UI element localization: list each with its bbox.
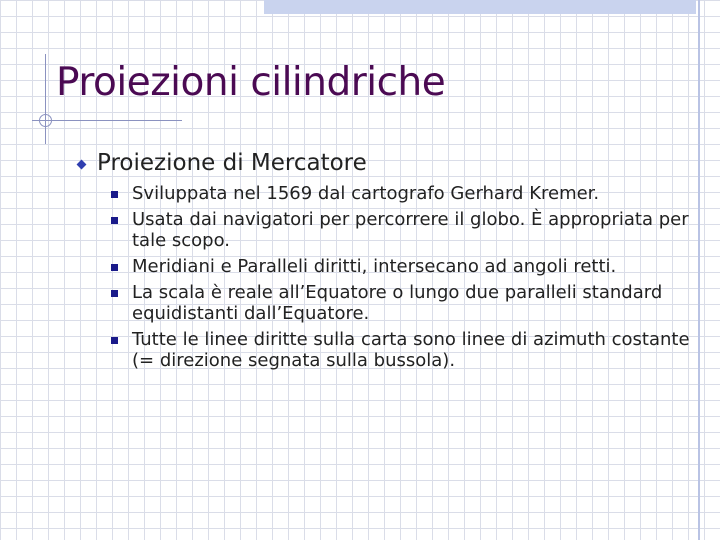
- list-item: [106, 329, 696, 371]
- list-item: [106, 183, 696, 204]
- top-decorative-band: [264, 0, 696, 14]
- main-bullet-item: [78, 150, 367, 176]
- title-crosshair-circle-icon: [39, 114, 52, 127]
- square-bullet-icon: [111, 217, 118, 224]
- list-item: [106, 256, 696, 277]
- list-item-text: Usata dai navigatori per percorrere il globo. È appropriata per tale scopo.: [132, 209, 689, 251]
- right-decorative-line: [698, 0, 700, 540]
- list-item-text: Meridiani e Paralleli diritti, intersecano ad angoli retti.: [132, 256, 617, 277]
- list-item: [106, 282, 696, 324]
- list-item-text: Tutte le linee diritte sulla carta sono linee di azimuth costante (= direzione segnata sulla bussola).: [132, 329, 690, 371]
- sub-bullet-list: [106, 183, 696, 376]
- diamond-bullet-icon: [77, 159, 87, 169]
- main-bullet-text: Proiezione di Mercatore: [97, 150, 367, 176]
- square-bullet-icon: [111, 290, 118, 297]
- title-vertical-rule: [45, 54, 46, 144]
- list-item-text: La scala è reale all’Equatore o lungo due paralleli standard equidistanti dall’Equatore.: [132, 282, 663, 324]
- title-horizontal-rule: [32, 120, 182, 121]
- square-bullet-icon: [111, 264, 118, 271]
- list-item: [106, 209, 696, 251]
- list-item-text: Sviluppata nel 1569 dal cartografo Gerhard Kremer.: [132, 183, 600, 204]
- square-bullet-icon: [111, 191, 118, 198]
- square-bullet-icon: [111, 337, 118, 344]
- slide-title: Proiezioni cilindriche: [56, 60, 446, 105]
